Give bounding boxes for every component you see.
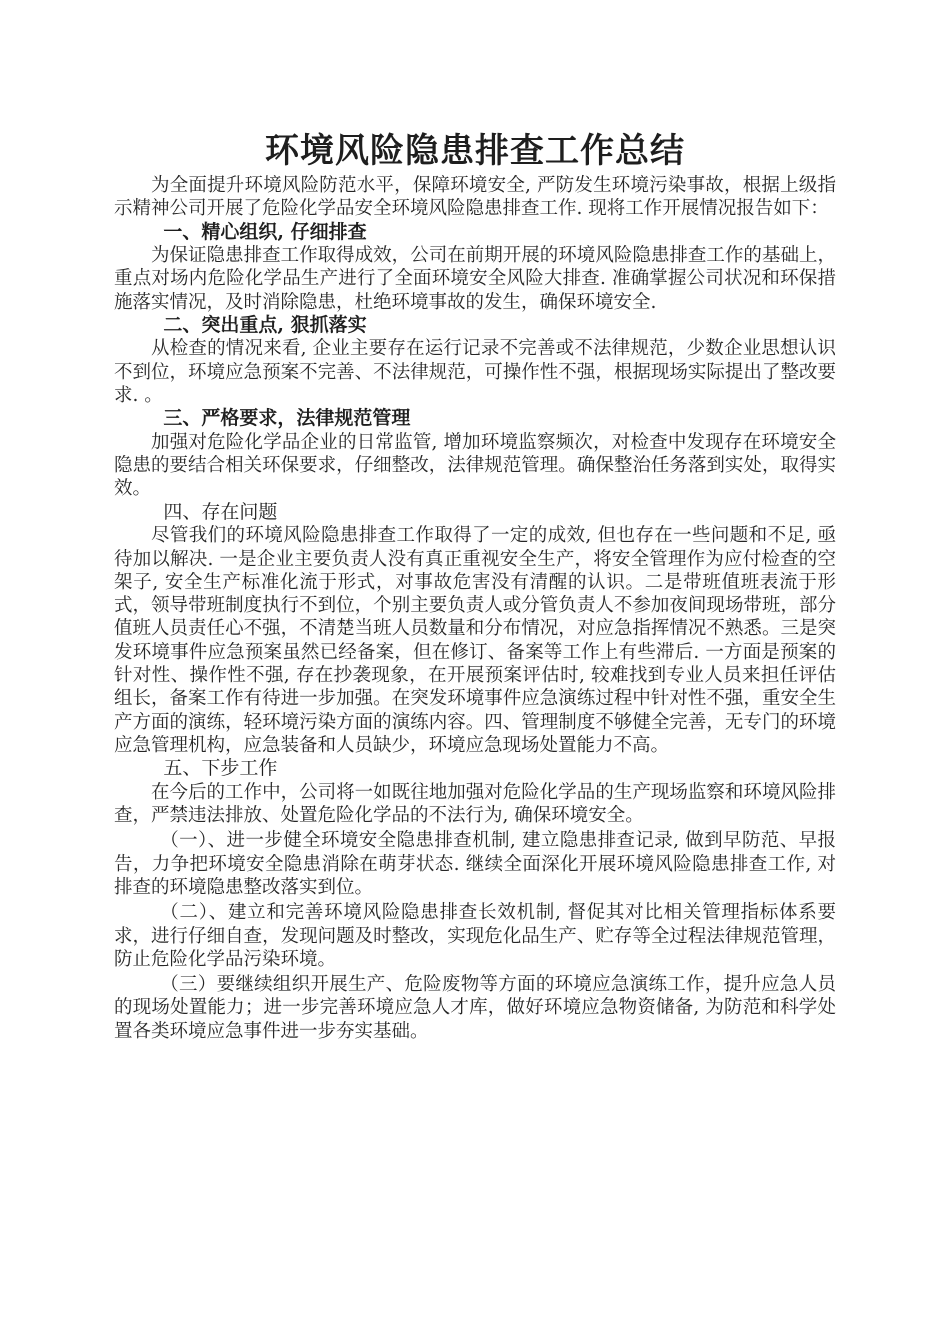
section-heading-4: 四、存在问题 [163,500,278,523]
section-heading-3: 三、严格要求，法律规范管理 [163,407,411,430]
section-5-paragraph-1: 在今后的工作中，公司将一如既往地加强对危险化学品的生产现场监察和环境风险排查，严禁违法排放、处置危险化学品的不法行为, 确保环境安全。 [114,781,836,827]
intro-paragraph: 为全面提升环境风险防范水平，保障环境安全, 严防发生环境污染事故，根据上级指示精神公司开展了危险化学品安全环境风险隐患排查工作. 现将工作开展情况报告如下： [114,175,836,220]
section-5-item-1: （一）、进一步健全环境安全隐患排查机制, 建立隐患排查记录, 做到早防范、早报告，力争把环境安全隐患消除在萌芽状态. 继续全面深化开展环境风险隐患排查工作, 对排查的环境隐患整改落实到位。 [114,830,836,898]
section-3-paragraph-1: 加强对危险化学品企业的日常监管, 增加环境监察频次，对检查中发现存在环境安全隐患的要结合相关环保要求，仔细整改，法律规范管理。确保整治任务落到实处，取得实效。 [114,431,836,500]
section-1-paragraph-1: 为保证隐患排查工作取得成效，公司在前期开展的环境风险隐患排查工作的基础上，重点对场内危险化学品生产进行了全面环境安全风险大排查. 准确掌握公司状况和环保措施落实情况，及时消除隐患，杜绝环境事故的发生，确保环境安全. [114,245,836,313]
section-4-paragraph-1: 尽管我们的环境风险隐患排查工作取得了一定的成效, 但也存在一些问题和不足, 亟待加以解决. 一是企业主要负责人没有真正重视安全生产，将安全管理作为应付检查的空架子, 安全生产标准化流于形式，对事故危害没有清醒的认识。二是带班值班表流于形式，领导带班制度执行不到位，个别主要负责人或分管负责人不参加夜间现场带班，部分值班人员责任心不强，不清楚当班人员数量和分布情况，对应急指挥情况不熟悉。三是突发环境事件应急预案虽然已经备案，但在修订、备案等工作上有些滞后. 一方面是预案的针对性、操作性不强, 存在抄袭现象，在开展预案评估时, 较难找到专业人员来担任评估组长，备案工作有待进一步加强。在突发环境事件应急演练过程中针对性不强，重安全生产方面的演练，轻环境污染方面的演练内容。四、管理制度不够健全完善，无专门的环境应急管理机构，应急装备和人员缺少，环境应急现场处置能力不高。 [114,525,836,756]
document-title: 环境风险隐患排查工作总结 [265,131,685,171]
section-heading-1: 一、精心组织, 仔细排查 [163,220,367,243]
section-5-item-2: （二）、建立和完善环境风险隐患排查长效机制, 督促其对比相关管理指标体系要求，进行仔细自查，发现问题及时整改，实现危化品生产、贮存等全过程法律规范管理，防止危险化学品污染环境。 [114,902,836,970]
section-heading-5: 五、下步工作 [163,757,278,780]
section-2-paragraph-1: 从检查的情况来看, 企业主要存在运行记录不完善或不法律规范，少数企业思想认识不到位，环境应急预案不完善、不法律规范，可操作性不强，根据现场实际提出了整改要求. 。 [114,338,836,407]
section-heading-2: 二、突出重点, 狠抓落实 [163,313,367,336]
section-5-item-3: （三）要继续组织开展生产、危险废物等方面的环境应急演练工作，提升应急人员的现场处置能力；进一步完善环境应急人才库，做好环境应急物资储备, 为防范和科学处置各类环境应急事件进一步夯实基础。 [114,974,836,1042]
document-body [114,128,836,1043]
